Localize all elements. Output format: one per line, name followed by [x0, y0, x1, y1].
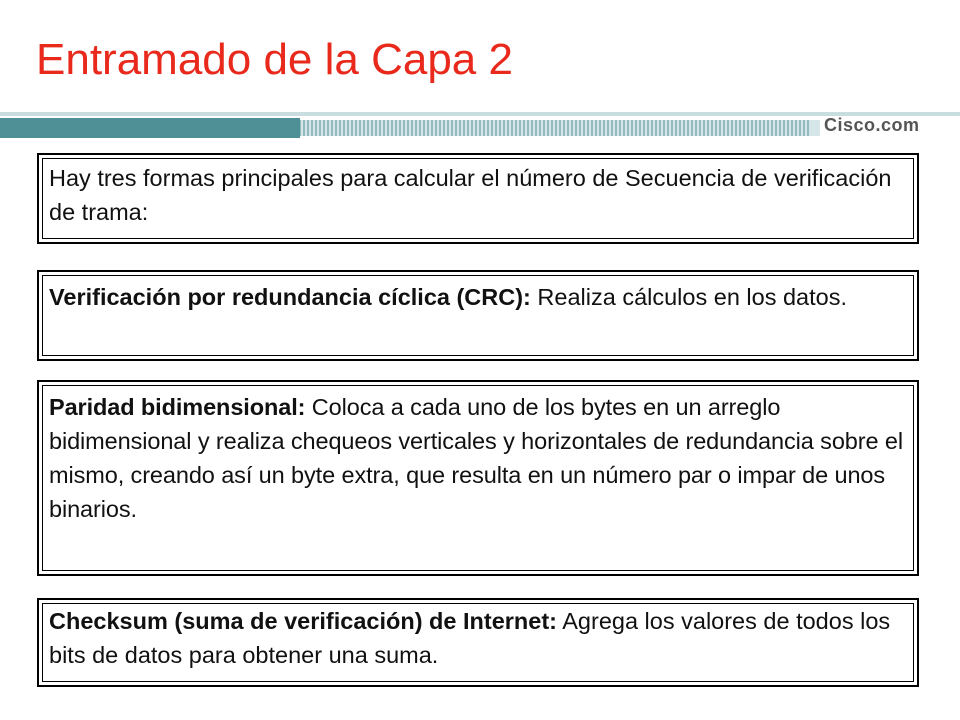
parity-description: Coloca a cada uno de los bytes en un arreglo bidimensional y realiza chequeos verticales y horizontales de redundancia sobre el mismo, creando así un byte extra, que resulta en un número par o impar de unos binarios. [49, 394, 903, 522]
checksum-text [49, 604, 909, 672]
intro-text: Hay tres formas principales para calcular el número de Secuencia de verificación de trama: [49, 165, 892, 225]
crc-box [37, 270, 919, 361]
slide-title: Entramado de la Capa 2 [36, 35, 513, 84]
parity-term: Paridad bidimensional: [49, 394, 306, 420]
parity-box [37, 380, 919, 576]
parity-text [49, 390, 909, 526]
checksum-box [37, 598, 919, 687]
crc-term: Verificación por redundancia cíclica (CRC): [49, 284, 531, 310]
crc-text [49, 280, 909, 314]
checksum-term: Checksum (suma de verificación) de Internet: [49, 608, 558, 634]
crc-description: Realiza cálculos en los datos. [530, 284, 848, 310]
brand-logo: Cisco.com [824, 115, 920, 135]
checksum-description: Agrega los valores de todos los bits de datos para obtener una suma. [49, 608, 891, 668]
header-banner [0, 110, 960, 140]
intro-box [37, 153, 919, 244]
